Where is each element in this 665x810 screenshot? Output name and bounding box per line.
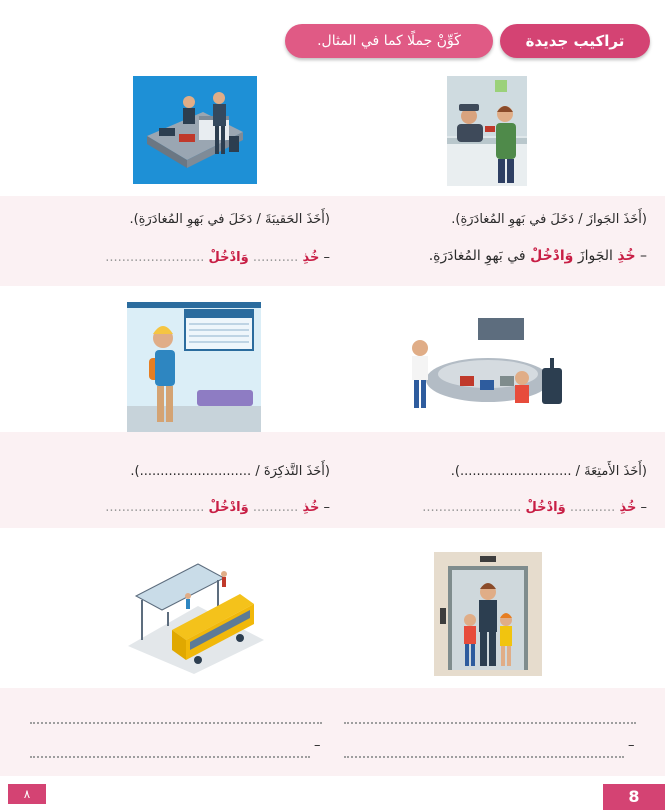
exercise-2-prompt: (أَخَذَ الحَقيبَةَ / دَخَلَ في بَهوِ المُغادَرَةِ). [129,212,330,227]
line-dash-right: – [628,738,635,753]
verb-take: خُذِ [302,250,320,265]
blank-1[interactable]: ........... [252,500,299,515]
blank-1[interactable]: ........... [252,250,299,265]
exercise-band-1 [0,196,665,286]
object-word: الجَوازَ [577,248,613,264]
instruction-banner: كَوِّنْ جملًا كما في المثال. [285,24,493,58]
exercise-3-answer[interactable] [422,500,647,515]
answer-line-left-1[interactable] [30,706,322,724]
page-number-badge: 8 [603,784,665,810]
blank-2[interactable]: ........................ [105,250,205,265]
airport-bus-illustration [128,556,264,674]
exercise-4-answer[interactable] [105,500,330,515]
answer-line-left-2[interactable] [30,740,310,758]
checkin-counter-illustration [133,76,257,184]
verb-enter: وَادْخُلْ [208,250,249,265]
verb-enter: وَادْخُلْ [530,248,574,264]
section-title: تراكيب جديدة [500,24,650,58]
exercise-1-prompt: (أَخَذَ الجَوازَ / دَخَلَ في بَهوِ المُغادَرَةِ). [451,212,647,227]
departures-board-traveler-illustration [127,302,261,432]
baggage-carousel-illustration [400,318,576,424]
answer-line-right-2[interactable] [344,740,624,758]
dash: – [323,500,330,515]
line-dash-left: – [314,738,321,753]
verb-enter: وَادْخُلْ [525,500,566,515]
blank-2[interactable]: ........................ [422,500,522,515]
exercise-band-3 [0,688,665,776]
verb-take: خُذِ [617,248,636,264]
exercise-3-prompt: (أَخَذَ الأَمتِعَةَ / ...........................). [450,464,647,479]
verb-take: خُذِ [302,500,320,515]
answer-line-right-1[interactable] [344,706,636,724]
dash: – [323,250,330,265]
page-number-arabic-badge: ٨ [8,784,46,804]
exercise-4-prompt: (أَخَذَ التَّذكِرَةَ / ...........................). [130,464,330,479]
family-elevator-illustration [434,552,542,676]
answer-end: في بَهوِ المُغادَرَةِ. [428,248,526,264]
passport-control-illustration [447,76,527,186]
blank-1[interactable]: ........... [569,500,616,515]
verb-take: خُذِ [619,500,637,515]
exercise-2-answer[interactable] [105,250,330,265]
blank-2[interactable]: ........................ [105,500,205,515]
dash: – [640,500,647,515]
dash: – [640,248,647,264]
verb-enter: وَادْخُلْ [208,500,249,515]
exercise-1-answer [429,248,647,264]
